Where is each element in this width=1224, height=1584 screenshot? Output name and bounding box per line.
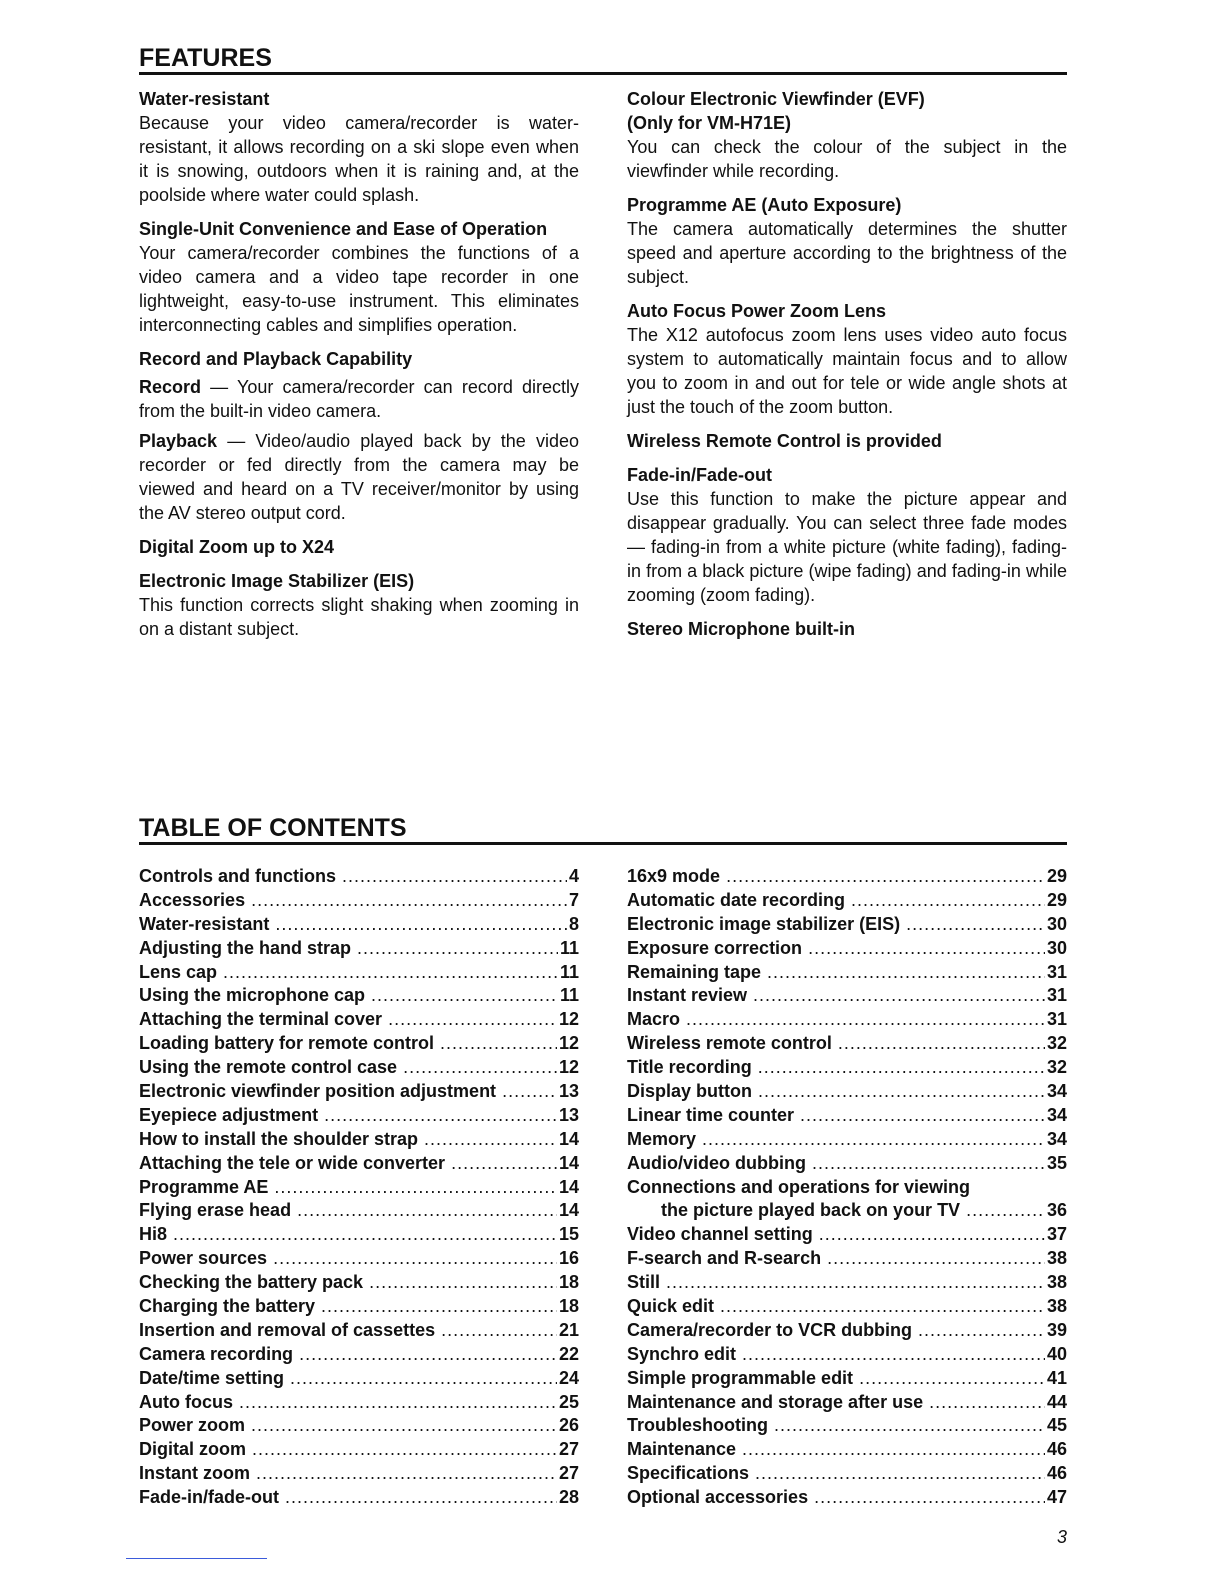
toc-entry-page: 44: [1046, 1391, 1067, 1412]
toc-entry-title: Auto focus: [139, 1391, 233, 1412]
feature-lead-body: — Video/audio played back by the video recorder or fed directly from the camera may be viewed and heard on a TV receiver/monitor by using the AV stereo output cord.: [139, 431, 579, 523]
toc-entry-page: 12: [558, 1033, 579, 1054]
toc-leader-dots: [324, 1104, 557, 1128]
toc-leader-dots: [686, 1008, 1045, 1032]
toc-leader-dots: [357, 937, 558, 961]
feature-body: This function corrects slight shaking when zooming in on a distant subject.: [139, 595, 579, 639]
toc-entry-title: Optional accessories: [627, 1487, 809, 1508]
toc-entry-title: Remaining tape: [627, 961, 762, 982]
toc-title: TABLE OF CONTENTS: [139, 814, 1067, 845]
toc-entry-title: Maintenance: [627, 1439, 737, 1460]
toc-leader-dots: [758, 1080, 1045, 1104]
toc-entry: [139, 1223, 579, 1247]
toc-entry-page: 18: [558, 1296, 579, 1317]
toc-leader-dots: [814, 1486, 1045, 1510]
feature-heading: Wireless Remote Control is provided: [627, 431, 942, 451]
toc-entry-title: Fade-in/fade-out: [139, 1487, 279, 1508]
features-title: FEATURES: [139, 44, 1067, 75]
toc-entry-page: 14: [558, 1128, 579, 1149]
toc-entry: [627, 1199, 1067, 1223]
feature-heading: Stereo Microphone built-in: [627, 619, 855, 639]
toc-entry-page: 34: [1046, 1128, 1067, 1149]
toc-entry-page: 12: [558, 1057, 579, 1078]
toc-entry-title: Programme AE: [139, 1176, 269, 1197]
toc-entry: [627, 1271, 1067, 1295]
toc-entry-page: 32: [1046, 1057, 1067, 1078]
toc-entry-page: 35: [1046, 1152, 1067, 1173]
footer-rule: [126, 1558, 267, 1559]
toc-entry-title: Synchro edit: [627, 1343, 737, 1364]
toc-leader-dots: [369, 1271, 557, 1295]
toc-leader-dots: [274, 1176, 557, 1200]
toc-entry-title: Using the microphone cap: [139, 985, 366, 1006]
toc-entry-page: 30: [1046, 913, 1067, 934]
toc-entry: [139, 1367, 579, 1391]
toc-entry-page: 46: [1046, 1463, 1067, 1484]
toc-entry-page: 32: [1046, 1033, 1067, 1054]
toc-entry: [139, 984, 579, 1008]
toc-entry-page: 18: [558, 1272, 579, 1293]
toc-entry-title: Linear time counter: [627, 1104, 795, 1125]
toc-entry: [139, 1032, 579, 1056]
feature-lead: Record: [139, 377, 202, 397]
toc-entry: [139, 1056, 579, 1080]
toc-entry-page: 41: [1046, 1367, 1067, 1388]
toc-entry-page: 13: [558, 1081, 579, 1102]
feature-lead-body: — Your camera/recorder can record directly from the built-in video camera.: [139, 377, 579, 421]
toc-entry: [139, 1462, 579, 1486]
toc-leader-dots: [929, 1391, 1045, 1415]
toc-entry-title: Macro: [627, 1009, 681, 1030]
toc-entry-title: Camera/recorder to VCR dubbing: [627, 1319, 913, 1340]
toc-leader-dots: [173, 1223, 557, 1247]
toc-entry: [139, 1176, 579, 1200]
toc-entry-page: 21: [558, 1319, 579, 1340]
feature-heading: Single-Unit Convenience and Ease of Operation: [139, 219, 548, 239]
toc-leader-dots: [767, 961, 1045, 985]
toc-entry-page: 15: [558, 1224, 579, 1245]
toc-entry-title: Power sources: [139, 1248, 268, 1269]
toc-entry-title: Hi8: [139, 1224, 168, 1245]
page-number: 3: [1057, 1527, 1068, 1547]
toc-entry-page: 38: [1046, 1272, 1067, 1293]
toc-entry-title: Simple programmable edit: [627, 1367, 854, 1388]
toc-entry-title: Attaching the terminal cover: [139, 1009, 383, 1030]
toc-entry-page: 22: [558, 1343, 579, 1364]
toc-leader-dots: [403, 1056, 557, 1080]
toc-entry-title: Memory: [627, 1128, 697, 1149]
toc-entry: [139, 1199, 579, 1223]
feature-body: Because your video camera/recorder is water-resistant, it allows recording on a ski slope even when it is snowing, outdoors when it is raining and, at the poolside where water could splash.: [139, 113, 579, 205]
feature-body: You can check the colour of the subject in the viewfinder while recording.: [627, 137, 1067, 181]
toc-entry-title: Maintenance and storage after use: [627, 1391, 924, 1412]
toc-leader-dots: [441, 1319, 557, 1343]
toc-entry-page: 11: [559, 937, 579, 958]
toc-entry-page: 8: [568, 913, 579, 934]
toc-entry: [139, 1247, 579, 1271]
toc-entry-title: Electronic image stabilizer (EIS): [627, 913, 901, 934]
toc-entry: [627, 865, 1067, 889]
toc-entry-title: Flying erase head: [139, 1200, 292, 1221]
toc-entry-page: 31: [1046, 961, 1067, 982]
toc-entry: [139, 1104, 579, 1128]
toc-entry-title: Eyepiece adjustment: [139, 1104, 319, 1125]
toc-entry: [627, 1414, 1067, 1438]
toc-leader-dots: [371, 984, 558, 1008]
feature-heading: Electronic Image Stabilizer (EIS): [139, 571, 415, 591]
toc-entry: [627, 1104, 1067, 1128]
toc-entry: [139, 889, 579, 913]
toc-entry-page: 27: [558, 1439, 579, 1460]
toc-entry: [627, 1056, 1067, 1080]
toc-leader-dots: [827, 1247, 1045, 1271]
toc-entry-page: 26: [558, 1415, 579, 1436]
toc-leader-dots: [726, 865, 1045, 889]
toc-entry: [139, 1271, 579, 1295]
toc-leader-dots: [321, 1295, 557, 1319]
toc-entry-title: Power zoom: [139, 1415, 246, 1436]
toc-entry: [627, 889, 1067, 913]
toc-entry: [627, 1462, 1067, 1486]
toc-entry-title: Title recording: [627, 1057, 752, 1078]
toc-leader-dots: [256, 1462, 557, 1486]
toc-entry-page: 47: [1046, 1487, 1067, 1508]
toc-entry-page: 40: [1046, 1343, 1067, 1364]
toc-entry: [627, 1080, 1067, 1104]
toc-leader-dots: [859, 1367, 1045, 1391]
toc-leader-dots: [758, 1056, 1045, 1080]
toc-entry: [627, 1438, 1067, 1462]
toc-entry-title: Instant zoom: [139, 1463, 250, 1484]
toc-entry-title: Attaching the tele or wide converter: [139, 1152, 446, 1173]
toc-leader-dots: [812, 1152, 1045, 1176]
toc-entry: [627, 913, 1067, 937]
toc-entry-title: Exposure correction: [627, 937, 803, 958]
toc-entry-title: Insertion and removal of cassettes: [139, 1319, 436, 1340]
feature-body: [139, 375, 579, 423]
feature-heading: Colour Electronic Viewfinder (EVF): [627, 89, 925, 109]
toc-entry: [139, 961, 579, 985]
toc-entry: [139, 1080, 579, 1104]
feature-body: The X12 autofocus zoom lens uses video auto focus system to automatically maintain focus and to allow you to zoom in and out for tele or wide angle shots at just the touch of the zoom button.: [627, 325, 1067, 417]
toc-leader-dots: [451, 1152, 557, 1176]
toc-entry-page: 45: [1046, 1415, 1067, 1436]
toc-entry-title: Adjusting the hand strap: [139, 937, 352, 958]
toc-leader-dots: [299, 1343, 557, 1367]
toc-entry-title: Video channel setting: [627, 1224, 813, 1245]
toc-entry-title: Digital zoom: [139, 1439, 246, 1460]
toc-entry: [139, 1152, 579, 1176]
toc-leader-dots: [808, 937, 1045, 961]
toc-entry-title: Camera recording: [139, 1343, 294, 1364]
toc-entry: [139, 1128, 579, 1152]
toc-entry-page: 14: [558, 1176, 579, 1197]
toc-entry-title: Instant review: [627, 985, 748, 1006]
toc-entry: [627, 1486, 1067, 1510]
toc-entry: [627, 1223, 1067, 1247]
toc-entry: [627, 1176, 1067, 1200]
toc-entry-page: 38: [1046, 1296, 1067, 1317]
toc-left-column: [139, 865, 579, 1510]
feature-heading: Water-resistant: [139, 89, 270, 109]
toc-leader-dots: [851, 889, 1045, 913]
toc-leader-dots: [742, 1438, 1045, 1462]
toc-entry-page: 29: [1046, 866, 1067, 886]
toc-entry: [627, 1295, 1067, 1319]
toc-entry-title: Display button: [627, 1081, 752, 1102]
toc-entry-page: 31: [1046, 1009, 1067, 1030]
toc-entry: [627, 1247, 1067, 1271]
toc-leader-dots: [666, 1271, 1045, 1295]
toc-entry-title: Automatic date recording: [627, 889, 846, 910]
toc-entry-title: Quick edit: [627, 1296, 715, 1317]
toc-entry: [139, 937, 579, 961]
toc-leader-dots: [297, 1199, 557, 1223]
toc-entry-title: 16x9 mode: [627, 866, 721, 886]
toc-leader-dots: [819, 1223, 1045, 1247]
toc-entry: [627, 937, 1067, 961]
feature-body: Use this function to make the picture appear and disappear gradually. You can select three fade modes — fading-in from a white picture (white fading), fading-in from a black picture (wipe fading) and fading-in while zooming (zoom fading).: [627, 489, 1067, 605]
toc-entry-title: F-search and R-search: [627, 1248, 822, 1269]
toc-entry-page: 39: [1046, 1319, 1067, 1340]
toc-entry-page: 30: [1046, 937, 1067, 958]
toc-entry-title: Loading battery for remote control: [139, 1033, 435, 1054]
toc-leader-dots: [838, 1032, 1045, 1056]
toc-entry-title: Specifications: [627, 1463, 750, 1484]
toc-entry: [139, 1391, 579, 1415]
toc-leader-dots: [440, 1032, 557, 1056]
toc-entry: [139, 1438, 579, 1462]
toc-entry-page: 38: [1046, 1248, 1067, 1269]
toc-entry-title: the picture played back on your TV: [661, 1200, 961, 1221]
toc-entry: [627, 961, 1067, 985]
toc-entry-title: Troubleshooting: [627, 1415, 768, 1436]
toc-entry-page: 27: [558, 1463, 579, 1484]
toc-entry-page: 37: [1046, 1224, 1067, 1245]
toc-entry: [139, 913, 579, 937]
toc-leader-dots: [252, 1438, 557, 1462]
feature-heading-2: (Only for VM-H71E): [627, 113, 792, 133]
toc-entry-title: Electronic viewfinder position adjustment: [139, 1081, 497, 1102]
toc-leader-dots: [800, 1104, 1045, 1128]
feature-body: The camera automatically determines the shutter speed and aperture according to the brightness of the subject.: [627, 219, 1067, 287]
feature-body: [139, 429, 579, 525]
toc-entry-page: 12: [558, 1009, 579, 1030]
toc-entry-page: 34: [1046, 1104, 1067, 1125]
feature-body: Your camera/recorder combines the functions of a video camera and a video tape recorder in one lightweight, easy-to-use instrument. This eliminates interconnecting cables and simplifies operation.: [139, 243, 579, 335]
toc-entry: [627, 1343, 1067, 1367]
toc-entry-title: Water-resistant: [139, 913, 270, 934]
toc-entry-page: 7: [568, 889, 579, 910]
toc-entry-title: Audio/video dubbing: [627, 1152, 806, 1173]
toc-leader-dots: [753, 984, 1045, 1008]
toc-entry: [139, 1008, 579, 1032]
toc-entry-page: 4: [568, 866, 579, 886]
toc-entry-title: Accessories: [139, 889, 246, 910]
toc-entry: [139, 865, 579, 889]
toc-leader-dots: [251, 1414, 557, 1438]
toc-leader-dots: [273, 1247, 557, 1271]
toc-entry-title: How to install the shoulder strap: [139, 1128, 419, 1149]
feature-heading: Auto Focus Power Zoom Lens: [627, 301, 887, 321]
toc-leader-dots: [223, 961, 558, 985]
toc-leader-dots: [275, 913, 567, 937]
toc-leader-dots: [342, 865, 567, 889]
toc-entry-page: 14: [558, 1200, 579, 1221]
toc-entry-title: Connections and operations for viewing: [627, 1176, 971, 1197]
toc-entry-page: 28: [558, 1487, 579, 1508]
toc-entry-page: 11: [559, 961, 579, 982]
toc-entry-title: Still: [627, 1272, 661, 1293]
feature-heading: Fade-in/Fade-out: [627, 465, 772, 485]
toc-entry: [627, 1367, 1067, 1391]
toc-entry-title: Checking the battery pack: [139, 1272, 364, 1293]
toc-entry: [139, 1319, 579, 1343]
toc-entry-title: Controls and functions: [139, 866, 336, 886]
toc-leader-dots: [239, 1391, 557, 1415]
toc-leader-dots: [918, 1319, 1045, 1343]
toc-leader-dots: [388, 1008, 557, 1032]
toc-right-column: [627, 865, 1067, 1510]
feature-heading: Programme AE (Auto Exposure): [627, 195, 902, 215]
features-right-column: [627, 87, 1067, 641]
toc-entry-page: 24: [558, 1367, 579, 1388]
toc-entry-page: 36: [1046, 1200, 1067, 1221]
toc-entry-page: 11: [559, 985, 579, 1006]
toc-entry: [139, 1486, 579, 1510]
toc-entry-page: 25: [558, 1391, 579, 1412]
toc-entry-page: 31: [1046, 985, 1067, 1006]
toc-leader-dots: [906, 913, 1045, 937]
toc-leader-dots: [251, 889, 567, 913]
toc-entry-page: 16: [558, 1248, 579, 1269]
toc-leader-dots: [702, 1128, 1045, 1152]
toc-leader-dots: [285, 1486, 557, 1510]
toc-leader-dots: [720, 1295, 1045, 1319]
toc-entry: [627, 1391, 1067, 1415]
toc-entry: [139, 1414, 579, 1438]
feature-lead: Playback: [139, 431, 218, 451]
toc-leader-dots: [424, 1128, 557, 1152]
toc-entry: [627, 984, 1067, 1008]
toc-entry: [627, 1008, 1067, 1032]
toc-entry-title: Date/time setting: [139, 1367, 285, 1388]
toc-entry: [139, 1343, 579, 1367]
toc-entry: [627, 1152, 1067, 1176]
toc-entry-page: 13: [558, 1104, 579, 1125]
toc-leader-dots: [290, 1367, 557, 1391]
toc-entry-page: 46: [1046, 1439, 1067, 1460]
feature-heading: Digital Zoom up to X24: [139, 537, 335, 557]
toc-leader-dots: [774, 1414, 1045, 1438]
toc-entry: [627, 1032, 1067, 1056]
toc-leader-dots: [755, 1462, 1045, 1486]
toc-entry-title: Wireless remote control: [627, 1033, 832, 1054]
toc-leader-dots: [742, 1343, 1045, 1367]
toc-leader-dots: [502, 1080, 557, 1104]
toc-entry-title: Charging the battery: [139, 1296, 316, 1317]
toc-entry-title: Lens cap: [139, 961, 218, 982]
toc-entry: [627, 1128, 1067, 1152]
toc-entry-title: Using the remote control case: [139, 1057, 398, 1078]
features-left-column: [139, 87, 579, 651]
feature-heading: Record and Playback Capability: [139, 349, 413, 369]
toc-entry-page: 34: [1046, 1081, 1067, 1102]
toc-entry: [139, 1295, 579, 1319]
toc-entry: [627, 1319, 1067, 1343]
toc-entry-page: 14: [558, 1152, 579, 1173]
toc-leader-dots: [966, 1199, 1045, 1223]
toc-entry-page: 29: [1046, 889, 1067, 910]
